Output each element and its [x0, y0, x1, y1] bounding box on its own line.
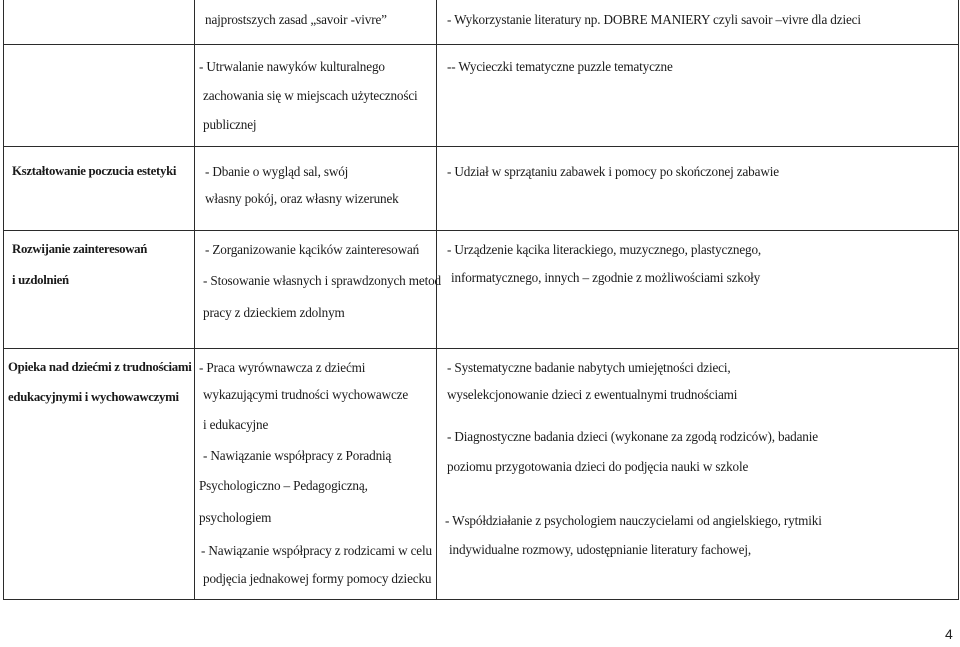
method-line: poziomu przygotowania dzieci do podjęcia nauki w szkole: [447, 459, 749, 474]
area-title: Rozwijanie zainteresowań: [12, 242, 148, 256]
area-cell: [4, 147, 195, 231]
method-cell: [437, 147, 959, 231]
table-row: [4, 349, 959, 600]
task-line: Psychologiczno – Pedagogiczną,: [199, 478, 368, 493]
task-line: zachowania się w miejscach użyteczności: [203, 88, 418, 103]
table-row: [4, 147, 959, 231]
table-row: [4, 231, 959, 349]
page-number: 4: [945, 626, 953, 642]
method-line: wyselekcjonowanie dzieci z ewentualnymi trudnościami: [447, 387, 738, 402]
task-cell: [195, 147, 437, 231]
method-line: informatycznego, innych – zgodnie z możliwościami szkoły: [451, 270, 761, 285]
method-line: - Systematyczne badanie nabytych umiejętności dzieci,: [447, 360, 731, 375]
task-line: - Nawiązanie współpracy z Poradnią: [203, 448, 392, 463]
method-line: - Wykorzystanie literatury np. DOBRE MANIERY czyli savoir –vivre dla dzieci: [447, 12, 861, 27]
task-line: - Dbanie o wygląd sal, swój: [205, 164, 349, 179]
table-row: [4, 0, 959, 45]
task-line: - Zorganizowanie kącików zainteresowań: [205, 242, 420, 257]
task-line: najprostszych zasad „savoir -vivre”: [205, 12, 387, 27]
method-line: indywidualne rozmowy, udostępnianie literatury fachowej,: [449, 542, 752, 557]
method-cell: [437, 45, 959, 147]
area-title: Opieka nad dziećmi z trudnościami: [8, 360, 192, 374]
task-cell: [195, 0, 437, 45]
task-line: pracy z dzieckiem zdolnym: [203, 305, 345, 320]
method-line: - Współdziałanie z psychologiem nauczycielami od angielskiego, rytmiki: [445, 513, 822, 528]
method-line: - Udział w sprzątaniu zabawek i pomocy po skończonej zabawie: [447, 164, 779, 179]
method-cell: [437, 0, 959, 45]
task-line: - Nawiązanie współpracy z rodzicami w celu: [201, 543, 432, 558]
area-cell: [4, 45, 195, 147]
task-line: publicznej: [203, 117, 257, 132]
area-cell: [4, 0, 195, 45]
task-line: - Stosowanie własnych i sprawdzonych metod: [203, 273, 441, 288]
task-line: psychologiem: [199, 510, 272, 525]
task-line: i edukacyjne: [203, 417, 269, 432]
task-line: - Praca wyrównawcza z dziećmi: [199, 360, 366, 375]
task-cell: [195, 231, 441, 349]
task-line: wykazującymi trudności wychowawcze: [203, 387, 409, 402]
method-line: - Urządzenie kącika literackiego, muzycznego, plastycznego,: [447, 242, 762, 257]
method-line: -- Wycieczki tematyczne puzzle tematyczne: [447, 59, 673, 74]
task-cell: [195, 45, 437, 147]
area-cell: [4, 349, 195, 600]
plan-table: [3, 0, 959, 600]
method-cell: [437, 349, 959, 600]
area-title: i uzdolnień: [12, 273, 69, 287]
method-cell: [437, 231, 959, 349]
method-line: - Diagnostyczne badania dzieci (wykonane za zgodą rodziców), badanie: [447, 429, 818, 444]
table-row: [4, 45, 959, 147]
area-title: Kształtowanie poczucia estetyki: [12, 164, 177, 178]
task-line: - Utrwalanie nawyków kulturalnego: [199, 59, 385, 74]
task-cell: [195, 349, 437, 600]
task-line: własny pokój, oraz własny wizerunek: [205, 191, 399, 206]
area-title: edukacyjnymi i wychowawczymi: [8, 390, 179, 404]
area-cell: [4, 231, 195, 349]
task-line: podjęcia jednakowej formy pomocy dziecku: [203, 571, 432, 586]
